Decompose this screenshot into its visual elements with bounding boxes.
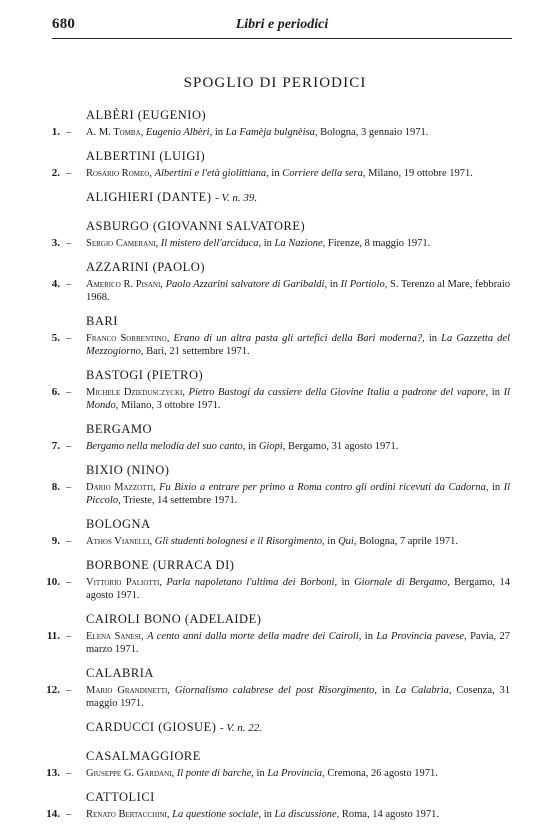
reference-number: 11. (46, 630, 60, 642)
reference: 7. – Bergamo nella melodia del suo canto, in Giopì, Bergamo, 31 agosto 1971. (86, 440, 510, 453)
reference-author: Athos Vianelli (86, 536, 150, 547)
reference-number: 3. (51, 237, 60, 249)
entry-heading (0, 313, 550, 330)
reference-author: Dario Mazzotti (86, 482, 154, 493)
entry-heading (0, 259, 550, 276)
reference-details: , Bergamo, 31 agosto 1971. (282, 441, 399, 452)
reference-dash: – (66, 482, 72, 493)
entry-spacer (0, 209, 550, 218)
reference-details: , Roma, 14 agosto 1971. (336, 809, 439, 820)
header-rule (52, 38, 512, 39)
reference-publication: Il Piccolo (86, 482, 511, 506)
list-item (0, 367, 550, 412)
reference: 9. – Athos Vianelli, Gli studenti bolognesi e il Risorgimento, in Qui, Bologna, 7 aprile 1971. (86, 535, 510, 548)
list-item (0, 557, 550, 602)
reference: 12. – Mario Grandinetti, Giornalismo calabrese del post Risorgimento, in La Calabria, Cosenza, 31 maggio 1971. (86, 684, 510, 710)
entry-spacer (0, 139, 550, 148)
reference-title: Fu Bixio a entrare per primo a Roma contro gli ordini ricevuti da Cadorna (159, 482, 486, 493)
entry-subject: ALIGHIERI (DANTE) (86, 190, 212, 204)
reference-author: Giuseppe G. Gardani (86, 768, 172, 779)
reference-dash: – (66, 809, 72, 820)
cross-reference: - V. n. 22. (220, 722, 262, 734)
reference-author: Vittorio Paliotti (86, 577, 160, 588)
list-item (0, 107, 550, 139)
entry-subject: CAIROLI BONO (ADELAIDE) (86, 612, 262, 626)
reference: 5. – Franco Sorrentino, Erano di un altra pasta gli artefici della Bari moderna?, in La Gazzetta del Mezzogiorno, Bari, 21 settembre 1971. (86, 332, 510, 358)
list-item (0, 148, 550, 180)
reference: 2. – Rosario Romeo, Albertini e l'età giolittiana, in Corriere della sera, Milano, 19 ottobre 1971. (86, 167, 510, 180)
reference: 4. – Americo R. Pisani, Paolo Azzarini salvatore di Garibaldi, in Il Portiolo, S. Terenzo al Mare, febbraio 1968. (86, 278, 510, 304)
reference-details: , S. Terenzo al Mare, febbraio 1968. (86, 279, 510, 303)
list-item (0, 516, 550, 548)
reference-author: Mario Grandinetti (86, 685, 168, 696)
running-head (52, 14, 512, 36)
reference-number: 6. (51, 386, 60, 398)
section-title: SPOGLIO DI PERIODICI (183, 75, 367, 91)
entry-subject: CARDUCCI (GIOSUE) (86, 720, 217, 734)
list-item (0, 665, 550, 710)
entry-subject: CASALMAGGIORE (86, 749, 201, 763)
entry-heading (0, 367, 550, 384)
reference-dash: – (66, 168, 72, 179)
entry-spacer (0, 780, 550, 789)
reference-number: 4. (51, 278, 60, 290)
reference-details: , Trieste, 14 settembre 1971. (118, 495, 238, 506)
reference: 3. – Sergio Camerani, Il mistero dell'arciduca, in La Nazione, Firenze, 8 maggio 1971. (86, 237, 510, 250)
reference-dash: – (66, 768, 72, 779)
reference-title: A cento anni dalla morte della madre dei Cairoli (147, 631, 359, 642)
entry-heading (0, 665, 550, 682)
reference: 6. – Michele Dziedusczycki, Pietro Bastogi da cassiere della Giovine Italia a padrone del vapore, in Il Mondo, Milano, 3 ottobre 1971. (86, 386, 510, 412)
reference-number: 13. (46, 767, 60, 779)
reference: 14. – Renato Bertacchini, La questione sociale, in La discussione, Roma, 14 agosto 1971. (86, 808, 510, 821)
reference-author: Franco Sorrentino (86, 333, 167, 344)
reference-details: , Bologna, 3 gennaio 1971. (314, 127, 429, 138)
reference-publication: La Provincia (267, 768, 323, 779)
list-item (0, 421, 550, 453)
entry-subject: BERGAMO (86, 422, 153, 436)
entry-heading (0, 719, 550, 737)
reference: 11. – Elena Sanesi, A cento anni dalla morte della madre dei Cairoli, in La Provincia pavese, Pavia, 27 marzo 1971. (86, 630, 510, 656)
reference-publication: La Gazzetta del Mezzogiorno (86, 333, 511, 357)
list-item (0, 789, 550, 821)
reference-title: Eugenio Albèri (145, 127, 210, 138)
reference-publication: La Nazione (274, 238, 323, 249)
reference-dash: – (66, 238, 72, 249)
reference-publication: La Provincia pavese (376, 631, 465, 642)
entry-heading (0, 189, 550, 207)
reference-title: Paolo Azzarini salvatore di Garibaldi (165, 279, 325, 290)
entry-heading (0, 107, 550, 124)
list-item (0, 313, 550, 358)
reference-title: La questione sociale (172, 809, 259, 820)
reference-title: Albertini e l'età giolittiana (154, 168, 267, 179)
entry-heading (0, 611, 550, 628)
entry-subject: CALABRIA (86, 666, 154, 680)
cross-reference: - V. n. 39. (215, 192, 258, 204)
reference-number: 8. (51, 481, 60, 493)
reference-publication: Giornale di Bergamo (354, 577, 448, 588)
reference-dash: – (66, 441, 72, 452)
entry-subject: BOLOGNA (86, 517, 151, 531)
reference-number: 14. (46, 808, 60, 820)
reference-publication: La Calabria (395, 685, 449, 696)
reference-details: , Milano, 19 ottobre 1971. (362, 168, 473, 179)
entry-spacer (0, 739, 550, 748)
reference-dash: – (66, 536, 72, 547)
reference-details: , Cremona, 26 agosto 1971. (322, 768, 438, 779)
reference-number: 10. (46, 576, 60, 588)
reference-author: Elena Sanesi (86, 631, 141, 642)
entry-spacer (0, 602, 550, 611)
entry-spacer (0, 180, 550, 189)
reference-dash: – (66, 333, 72, 344)
reference-author: Michele Dziedusczycki (86, 387, 183, 398)
reference-number: 7. (51, 440, 60, 452)
reference: 10. – Vittorio Paliotti, Parla napoletano l'ultima dei Borboni, in Giornale di Bergamo, Bergamo, 14 agosto 1971. (86, 576, 510, 602)
entry-spacer (0, 453, 550, 462)
entry-spacer (0, 507, 550, 516)
reference: 13. – Giuseppe G. Gardani, Il ponte di barche, in La Provincia, Cremona, 26 agosto 1971. (86, 767, 510, 780)
entry-heading (0, 748, 550, 765)
reference-author: Sergio Camerani (86, 238, 156, 249)
reference-publication: La discussione (274, 809, 337, 820)
reference-dash: – (66, 685, 72, 696)
reference-author: Rosario Romeo (86, 168, 150, 179)
entry-spacer (0, 710, 550, 719)
entry-subject: CATTOLICI (86, 790, 155, 804)
entry-heading (0, 462, 550, 479)
reference-title: Erano di un altra pasta gli artefici della Bari moderna? (173, 333, 423, 344)
list-item (0, 259, 550, 304)
reference-author: Renato Bertacchini (86, 809, 167, 820)
page-number: 680 (52, 16, 76, 32)
entry-subject: BORBONE (URRACA DI) (86, 558, 235, 572)
reference-title: Bergamo nella melodia del suo canto (86, 441, 243, 452)
entry-spacer (0, 358, 550, 367)
reference-details: , Pavia, 27 marzo 1971. (86, 631, 511, 655)
list-item (0, 611, 550, 656)
reference-details: , Bologna, 7 aprile 1971. (353, 536, 458, 547)
entry-spacer (0, 412, 550, 421)
reference-publication: Giopì (258, 441, 283, 452)
entry-heading (0, 789, 550, 806)
entry-subject: ALBÈRI (EUGENIO) (86, 108, 207, 122)
reference-publication: Il Portiolo (340, 279, 385, 290)
reference-publication: Il Mondo (86, 387, 511, 411)
reference-dash: – (66, 127, 72, 138)
reference-details: , Bergamo, 14 agosto 1971. (86, 577, 511, 601)
entry-heading (0, 148, 550, 165)
entry-heading (0, 421, 550, 438)
entry-subject: AZZARINI (PAOLO) (86, 260, 205, 274)
entry-spacer (0, 304, 550, 313)
entry-subject: BARI (86, 314, 118, 328)
reference-publication: Qui (338, 536, 354, 547)
reference: 8. – Dario Mazzotti, Fu Bixio a entrare per primo a Roma contro gli ordini ricevuti da Cadorna, in Il Piccolo, Trieste, 14 settembre 1971. (86, 481, 510, 507)
reference-details: , Firenze, 8 maggio 1971. (322, 238, 431, 249)
reference-number: 2. (51, 167, 60, 179)
reference-details: , Bari, 21 settembre 1971. (140, 346, 250, 357)
list-item (0, 462, 550, 507)
entry-spacer (0, 250, 550, 259)
reference-publication: Corriere della sera (282, 168, 363, 179)
reference-title: Pietro Bastogi da cassiere della Giovine Italia a padrone del vapore (188, 387, 486, 398)
reference-title: Giornalismo calabrese del post Risorgimento (174, 685, 375, 696)
entry-heading (0, 516, 550, 533)
entry-spacer (0, 548, 550, 557)
header-title: Libri e periodici (235, 17, 329, 32)
entry-subject: BASTOGI (PIETRO) (86, 368, 204, 382)
reference-number: 1. (51, 126, 60, 138)
reference-title: Il mistero dell'arciduca (160, 238, 259, 249)
entries-list (0, 107, 550, 821)
entry-subject: BIXIO (NINO) (86, 463, 170, 477)
reference-number: 12. (46, 684, 60, 696)
entry-heading (0, 557, 550, 574)
reference-author: Americo R. Pisani (86, 279, 161, 290)
entry-heading (0, 218, 550, 235)
reference-details: , Milano, 3 ottobre 1971. (115, 400, 221, 411)
reference: 1. – A. M. Tomba, Eugenio Albèri, in La Famèja bulgnèisa, Bologna, 3 gennaio 1971. (86, 126, 510, 139)
reference-dash: – (66, 577, 72, 588)
list-item (0, 189, 550, 207)
reference-dash: – (66, 631, 72, 642)
entry-subject: ALBERTINI (LUIGI) (86, 149, 206, 163)
reference-dash: – (66, 279, 72, 290)
list-item (0, 719, 550, 737)
reference-number: 5. (51, 332, 60, 344)
reference-title: Gli studenti bolognesi e il Risorgimento (154, 536, 323, 547)
reference-publication: La Famèja bulgnèisa (225, 127, 315, 138)
reference-dash: – (66, 387, 72, 398)
reference-number: 9. (51, 535, 60, 547)
entry-subject: ASBURGO (GIOVANNI SALVATORE) (86, 219, 306, 233)
list-item (0, 748, 550, 780)
reference-title: Parla napoletano l'ultima dei Borboni (166, 577, 335, 588)
reference-details: , Cosenza, 31 maggio 1971. (86, 685, 511, 709)
entry-spacer (0, 656, 550, 665)
reference-title: Il ponte di barche (176, 768, 252, 779)
reference-author: A. M. Tomba (86, 127, 141, 138)
list-item (0, 218, 550, 250)
